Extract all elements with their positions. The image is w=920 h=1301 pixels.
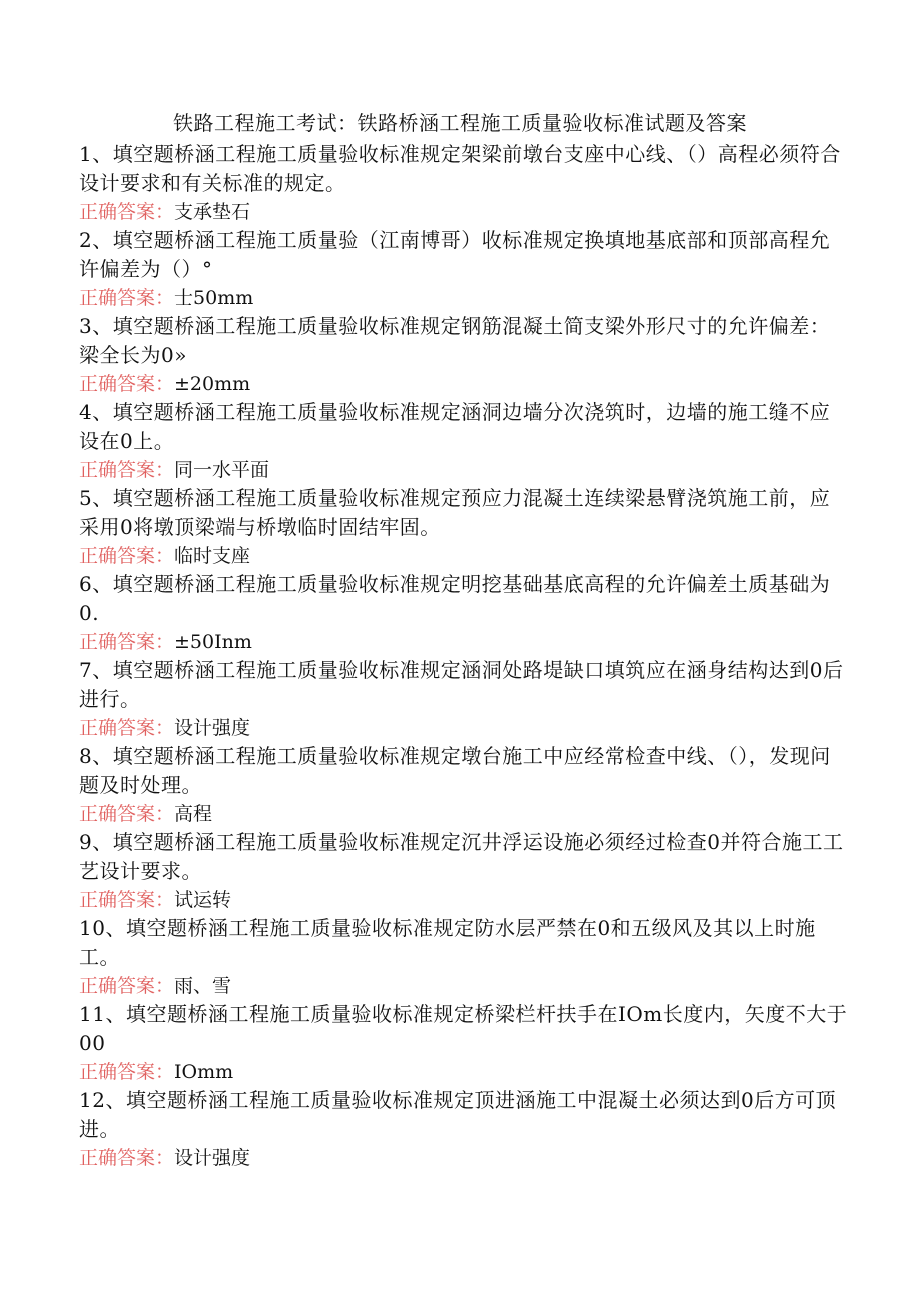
answer-value: 设计强度	[174, 717, 251, 739]
list-item	[79, 312, 849, 398]
list-item	[79, 226, 849, 312]
question-text: 4、填空题桥涵工程施工质量验收标准规定涵洞边墙分次浇筑时，边墙的施工缝不应设在0上。	[79, 400, 831, 453]
answer-line	[79, 542, 849, 570]
question-text: 7、填空题桥涵工程施工质量验收标准规定涵洞处路堤缺口填筑应在涵身结构达到0后进行。	[79, 658, 844, 711]
question-text: 12、填空题桥涵工程施工质量验收标准规定顶进涵施工中混凝土必须达到0后方可顶进。	[79, 1088, 837, 1141]
page-title: 铁路工程施工考试：铁路桥涵工程施工质量验收标准试题及答案	[173, 111, 747, 135]
answer-value: 试运转	[174, 889, 232, 911]
question-text: 11、填空题桥涵工程施工质量验收标准规定桥梁栏杆扶手在IOm长度内，矢度不大于00	[79, 1002, 848, 1055]
question-text: 2、填空题桥涵工程施工质量验（江南博哥）收标准规定换填地基底部和顶部高程允许偏差为（）°	[79, 228, 831, 281]
answer-label: 正确答案：	[79, 1061, 175, 1083]
answer-line	[79, 628, 849, 656]
answer-line	[79, 972, 849, 1000]
answer-line	[79, 800, 849, 828]
question-text: 1、填空题桥涵工程施工质量验收标准规定架梁前墩台支座中心线、（）高程必须符合设计要求和有关标准的规定。	[79, 142, 841, 195]
question-list	[79, 140, 849, 1172]
question-text: 6、填空题桥涵工程施工质量验收标准规定明挖基础基底高程的允许偏差土质基础为0.	[79, 572, 831, 625]
answer-value: 设计强度	[174, 1147, 251, 1169]
answer-line	[79, 284, 849, 312]
answer-value: 雨、雪	[174, 975, 232, 997]
answer-value: ±50Inm	[174, 631, 252, 653]
answer-line	[79, 370, 849, 398]
answer-label: 正确答案：	[79, 287, 175, 309]
answer-label: 正确答案：	[79, 545, 175, 567]
answer-value: IOmm	[174, 1061, 234, 1083]
list-item	[79, 484, 849, 570]
list-item	[79, 1086, 849, 1172]
list-item	[79, 914, 849, 1000]
answer-label: 正确答案：	[79, 1147, 175, 1169]
answer-value: 士50mm	[174, 287, 254, 309]
answer-value: 同一水平面	[174, 459, 270, 481]
answer-line	[79, 1144, 849, 1172]
answer-label: 正确答案：	[79, 975, 175, 997]
answer-label: 正确答案：	[79, 803, 175, 825]
answer-line	[79, 1058, 849, 1086]
question-text: 5、填空题桥涵工程施工质量验收标准规定预应力混凝土连续梁悬臂浇筑施工前，应采用0将墩顶梁端与桥墩临时固结牢固。	[79, 486, 831, 539]
answer-label: 正确答案：	[79, 717, 175, 739]
answer-value: 支承垫石	[174, 201, 251, 223]
answer-line	[79, 714, 849, 742]
answer-label: 正确答案：	[79, 373, 175, 395]
list-item	[79, 1000, 849, 1086]
list-item	[79, 570, 849, 656]
list-item	[79, 398, 849, 484]
question-text: 10、填空题桥涵工程施工质量验收标准规定防水层严禁在0和五级风及其以上时施工。	[79, 916, 816, 969]
answer-value: 临时支座	[174, 545, 251, 567]
answer-line	[79, 886, 849, 914]
answer-value: 高程	[174, 803, 213, 825]
list-item	[79, 140, 849, 226]
question-text: 3、填空题桥涵工程施工质量验收标准规定钢筋混凝土简支梁外形尺寸的允许偏差：梁全长为0»	[79, 314, 831, 367]
answer-label: 正确答案：	[79, 459, 175, 481]
list-item	[79, 742, 849, 828]
answer-label: 正确答案：	[79, 201, 175, 223]
question-text: 9、填空题桥涵工程施工质量验收标准规定沉井浮运设施必须经过检查0并符合施工工艺设计要求。	[79, 830, 844, 883]
question-text: 8、填空题桥涵工程施工质量验收标准规定墩台施工中应经常检查中线、（），发现问题及时处理。	[79, 744, 831, 797]
answer-line	[79, 198, 849, 226]
list-item	[79, 828, 849, 914]
answer-line	[79, 456, 849, 484]
answer-label: 正确答案：	[79, 631, 175, 653]
answer-value: ±20mm	[174, 373, 251, 395]
answer-label: 正确答案：	[79, 889, 175, 911]
list-item	[79, 656, 849, 742]
